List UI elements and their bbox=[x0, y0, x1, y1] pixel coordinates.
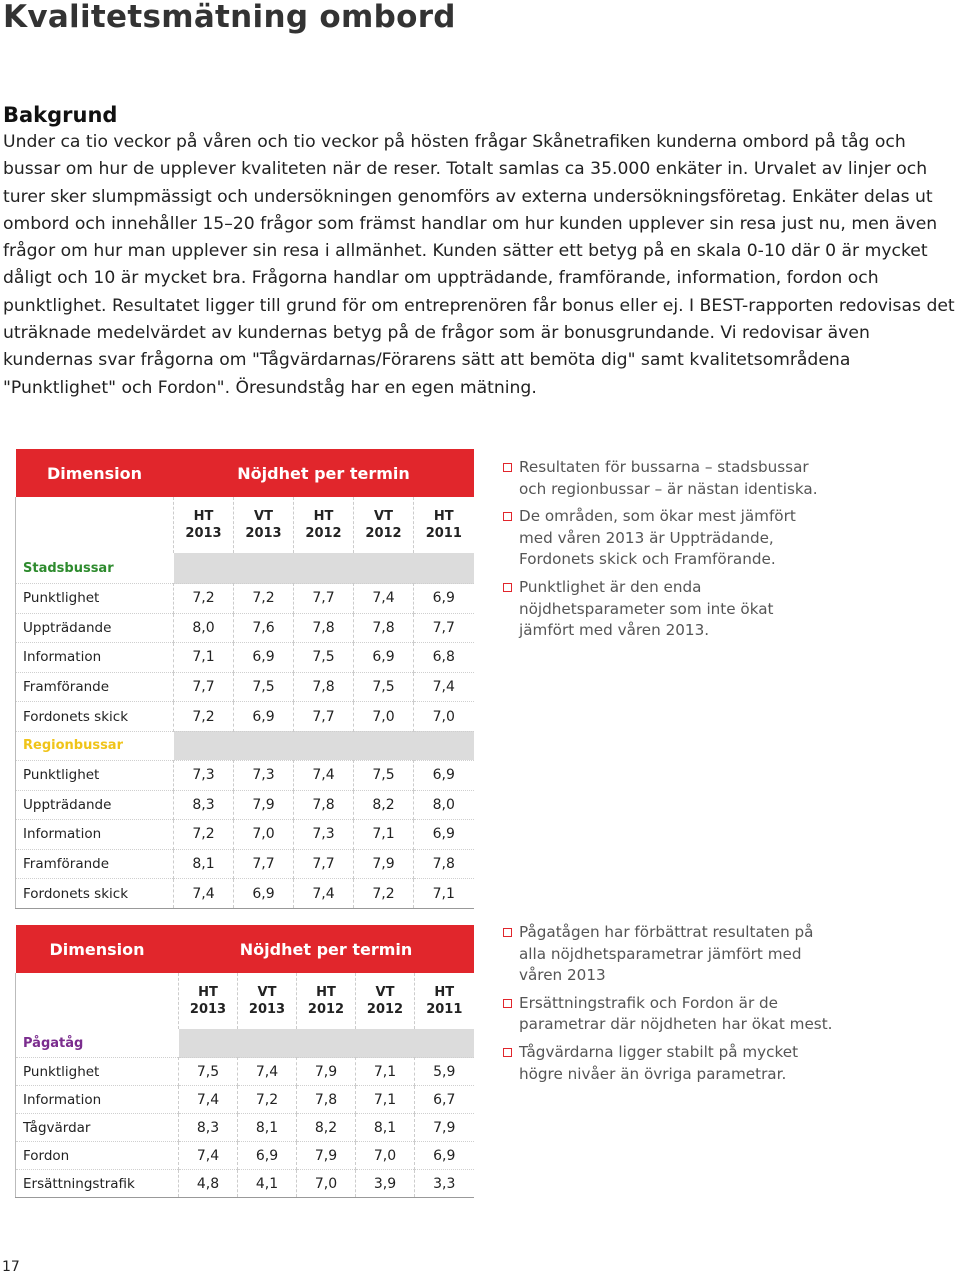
score-cell: 7,8 bbox=[294, 613, 354, 643]
row-label: Punktlighet bbox=[16, 1058, 179, 1086]
score-cell: 7,6 bbox=[234, 613, 294, 643]
note-item: Pågatågen har förbättrat resultaten på alla nöjdhetsparametrar jämfört med våren 2013 bbox=[503, 922, 833, 987]
score-cell: 7,0 bbox=[234, 820, 294, 850]
score-cell: 7,4 bbox=[294, 879, 354, 909]
score-cell: 4,8 bbox=[179, 1170, 238, 1198]
score-cell: 7,7 bbox=[294, 584, 354, 614]
score-cell: 6,9 bbox=[234, 643, 294, 673]
term-header: HT 2013 bbox=[174, 497, 234, 553]
score-cell: 7,4 bbox=[179, 1142, 238, 1170]
score-cell: 6,9 bbox=[234, 879, 294, 909]
score-cell: 7,0 bbox=[354, 702, 414, 732]
score-cell: 7,3 bbox=[294, 820, 354, 850]
score-cell: 7,2 bbox=[238, 1086, 297, 1114]
note-item: Resultaten för bussarna – stadsbussar och regionbussar – är nästan identiska. bbox=[503, 457, 833, 500]
table-row bbox=[16, 672, 474, 702]
score-cell: 7,9 bbox=[297, 1142, 356, 1170]
score-cell: 7,4 bbox=[354, 584, 414, 614]
score-cell: 6,9 bbox=[415, 1142, 474, 1170]
score-cell: 8,0 bbox=[414, 790, 474, 820]
checkbox-bullet-icon bbox=[503, 463, 512, 472]
section-label: Regionbussar bbox=[16, 731, 174, 760]
score-cell: 7,4 bbox=[294, 760, 354, 790]
score-cell: 6,9 bbox=[414, 584, 474, 614]
term-header: VT 2012 bbox=[356, 973, 415, 1029]
score-cell: 3,9 bbox=[356, 1170, 415, 1198]
term-header: HT 2012 bbox=[297, 973, 356, 1029]
row-label: Information bbox=[16, 820, 174, 850]
term-header: VT 2013 bbox=[238, 973, 297, 1029]
paragraph-sentence: Under ca tio veckor på våren och tio veckor på hösten frågar Skånetrafiken kunderna ombord på tåg och bussar om hur de upplever kvaliteten när de reser. Totalt samlas ca 35.000 enkäter in. bbox=[3, 132, 906, 180]
paragraph-sentence: Kunden sätter ett betyg på en skala 0-10 där 0 är mycket dåligt och 10 är mycket bra. bbox=[3, 241, 928, 289]
row-label: Framförande bbox=[16, 849, 174, 879]
score-cell: 7,0 bbox=[414, 702, 474, 732]
paragraph-sentence: I BEST-rapporten redovisas det uträknade medelvärdet av kundernas betyg på de frågor som är bonusgrundande. bbox=[3, 295, 955, 344]
score-cell: 7,8 bbox=[294, 790, 354, 820]
term-header: HT 2011 bbox=[415, 973, 474, 1029]
row-label: Fordon bbox=[16, 1142, 179, 1170]
score-cell: 4,1 bbox=[238, 1170, 297, 1198]
score-cell: 8,1 bbox=[238, 1114, 297, 1142]
table-row bbox=[16, 790, 474, 820]
score-cell: 7,1 bbox=[356, 1058, 415, 1086]
term-header: HT 2011 bbox=[414, 497, 474, 553]
row-label: Information bbox=[16, 643, 174, 673]
checkbox-bullet-icon bbox=[503, 512, 512, 521]
background-paragraph bbox=[3, 129, 960, 402]
score-cell: 7,2 bbox=[354, 879, 414, 909]
score-cell: 6,8 bbox=[414, 643, 474, 673]
train-notes-list bbox=[503, 922, 833, 1091]
score-cell: 7,5 bbox=[179, 1058, 238, 1086]
section-row bbox=[16, 731, 474, 760]
table-row bbox=[16, 1114, 474, 1142]
table-row bbox=[16, 1142, 474, 1170]
score-cell: 7,4 bbox=[414, 672, 474, 702]
score-cell: 7,2 bbox=[174, 820, 234, 850]
row-label: Information bbox=[16, 1086, 179, 1114]
table-row bbox=[16, 760, 474, 790]
score-cell: 6,9 bbox=[354, 643, 414, 673]
table-row bbox=[16, 879, 474, 909]
term-header: HT 2013 bbox=[179, 973, 238, 1029]
score-cell: 7,9 bbox=[297, 1058, 356, 1086]
section-shade bbox=[174, 553, 474, 584]
score-cell: 7,0 bbox=[356, 1142, 415, 1170]
score-cell: 7,8 bbox=[297, 1086, 356, 1114]
table-row bbox=[16, 702, 474, 732]
table-row bbox=[16, 820, 474, 850]
score-cell: 7,9 bbox=[354, 849, 414, 879]
train-satisfaction-table bbox=[15, 925, 474, 1198]
satisfaction-header: Nöjdhet per termin bbox=[174, 449, 474, 497]
row-label: Framförande bbox=[16, 672, 174, 702]
score-cell: 7,7 bbox=[414, 613, 474, 643]
table-row bbox=[16, 643, 474, 673]
paragraph-sentence: Resultatet ligger till grund för om entreprenören får bonus eller ej. bbox=[111, 295, 690, 316]
term-header: HT 2012 bbox=[294, 497, 354, 553]
score-cell: 6,9 bbox=[238, 1142, 297, 1170]
score-cell: 7,5 bbox=[294, 643, 354, 673]
score-cell: 7,9 bbox=[234, 790, 294, 820]
bus-satisfaction-table bbox=[15, 449, 474, 909]
score-cell: 8,3 bbox=[179, 1114, 238, 1142]
page-number: 17 bbox=[2, 1259, 20, 1275]
score-cell: 7,4 bbox=[174, 879, 234, 909]
score-cell: 7,2 bbox=[174, 702, 234, 732]
table-row bbox=[16, 584, 474, 614]
row-label: Uppträdande bbox=[16, 613, 174, 643]
section-label: Pågatåg bbox=[16, 1029, 179, 1058]
note-item: Tågvärdarna ligger stabilt på mycket högre nivåer än övriga parametrar. bbox=[503, 1042, 833, 1085]
score-cell: 7,8 bbox=[294, 672, 354, 702]
note-item: Ersättningstrafik och Fordon är de parametrar där nöjdheten har ökat mest. bbox=[503, 993, 833, 1036]
score-cell: 7,8 bbox=[354, 613, 414, 643]
score-cell: 7,0 bbox=[297, 1170, 356, 1198]
score-cell: 8,0 bbox=[174, 613, 234, 643]
row-label: Fordonets skick bbox=[16, 702, 174, 732]
paragraph-sentence: Enkäter delas ut ombord och innehåller 15–20 frågor som främst handlar om hur kunden upplever sin resa just nu, men även frågor om hur man upplever sin resa i allmänhet. bbox=[3, 186, 938, 262]
dimension-header: Dimension bbox=[16, 449, 174, 497]
score-cell: 7,1 bbox=[356, 1086, 415, 1114]
score-cell: 8,2 bbox=[354, 790, 414, 820]
score-cell: 7,1 bbox=[174, 643, 234, 673]
satisfaction-header: Nöjdhet per termin bbox=[179, 925, 474, 973]
score-cell: 6,9 bbox=[414, 820, 474, 850]
checkbox-bullet-icon bbox=[503, 1048, 512, 1057]
score-cell: 7,7 bbox=[294, 849, 354, 879]
score-cell: 7,2 bbox=[174, 584, 234, 614]
score-cell: 7,4 bbox=[179, 1086, 238, 1114]
score-cell: 7,1 bbox=[414, 879, 474, 909]
checkbox-bullet-icon bbox=[503, 999, 512, 1008]
score-cell: 8,1 bbox=[356, 1114, 415, 1142]
row-label: Uppträdande bbox=[16, 790, 174, 820]
score-cell: 7,5 bbox=[354, 760, 414, 790]
score-cell: 6,9 bbox=[234, 702, 294, 732]
paragraph-sentence: Frågorna handlar om uppträdande, framförande, information, fordon och punktlighet. bbox=[3, 268, 879, 316]
score-cell: 7,1 bbox=[354, 820, 414, 850]
score-cell: 7,7 bbox=[174, 672, 234, 702]
table-row bbox=[16, 1058, 474, 1086]
section-row bbox=[16, 553, 474, 584]
row-label: Ersättningstrafik bbox=[16, 1170, 179, 1198]
score-cell: 6,9 bbox=[414, 760, 474, 790]
score-cell: 6,7 bbox=[415, 1086, 474, 1114]
table-row bbox=[16, 849, 474, 879]
section-row bbox=[16, 1029, 474, 1058]
score-cell: 7,5 bbox=[234, 672, 294, 702]
blank-cell bbox=[16, 497, 174, 553]
score-cell: 7,4 bbox=[238, 1058, 297, 1086]
bus-notes-list bbox=[503, 457, 833, 648]
page-title: Kvalitetsmätning ombord bbox=[3, 0, 456, 35]
score-cell: 7,3 bbox=[234, 760, 294, 790]
paragraph-sentence: Urvalet av linjer och turer sker slumpmässigt och undersökningen genomförs av externa undersökningsföretag. bbox=[3, 159, 928, 207]
score-cell: 8,2 bbox=[297, 1114, 356, 1142]
section-label: Stadsbussar bbox=[16, 553, 174, 584]
score-cell: 3,3 bbox=[415, 1170, 474, 1198]
blank-cell bbox=[16, 973, 179, 1029]
score-cell: 8,3 bbox=[174, 790, 234, 820]
score-cell: 7,7 bbox=[234, 849, 294, 879]
note-item: Punktlighet är den enda nöjdhetsparameter som inte ökat jämfört med våren 2013. bbox=[503, 577, 833, 642]
checkbox-bullet-icon bbox=[503, 583, 512, 592]
section-heading: Bakgrund bbox=[3, 103, 118, 127]
term-header: VT 2013 bbox=[234, 497, 294, 553]
row-label: Punktlighet bbox=[16, 584, 174, 614]
row-label: Tågvärdar bbox=[16, 1114, 179, 1142]
score-cell: 7,5 bbox=[354, 672, 414, 702]
score-cell: 5,9 bbox=[415, 1058, 474, 1086]
section-shade bbox=[179, 1029, 474, 1058]
dimension-header: Dimension bbox=[16, 925, 179, 973]
score-cell: 7,7 bbox=[294, 702, 354, 732]
table-row bbox=[16, 1170, 474, 1198]
row-label: Fordonets skick bbox=[16, 879, 174, 909]
section-shade bbox=[174, 731, 474, 760]
table-row bbox=[16, 613, 474, 643]
checkbox-bullet-icon bbox=[503, 928, 512, 937]
term-header: VT 2012 bbox=[354, 497, 414, 553]
note-item: De områden, som ökar mest jämfört med våren 2013 är Uppträdande, Fordonets skick och Framförande. bbox=[503, 506, 833, 571]
score-cell: 7,9 bbox=[415, 1114, 474, 1142]
score-cell: 8,1 bbox=[174, 849, 234, 879]
row-label: Punktlighet bbox=[16, 760, 174, 790]
paragraph-sentence: Vi redovisar även kundernas svar frågorna om "Tågvärdarnas/Förarens sätt att bemöta dig" samt kvalitetsområdena "Punktlighet" och Fordon". Öresundståg har en egen mätning. bbox=[3, 323, 870, 398]
table-row bbox=[16, 1086, 474, 1114]
score-cell: 7,8 bbox=[414, 849, 474, 879]
score-cell: 7,3 bbox=[174, 760, 234, 790]
score-cell: 7,2 bbox=[234, 584, 294, 614]
